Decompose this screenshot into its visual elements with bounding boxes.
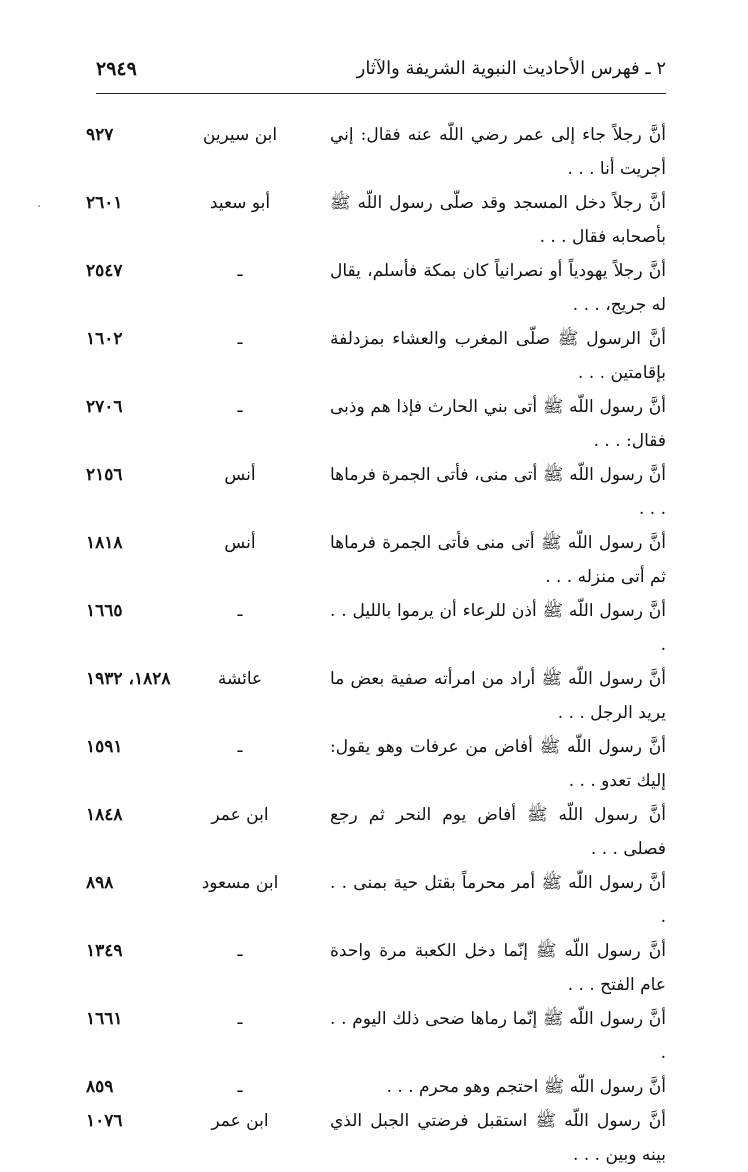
narrator: أنس (224, 465, 256, 485)
hadith-text: أنَّ رسول اللّه ﷺ استقبل فرضتي الجبل الذي بينه وبين . . . (330, 1111, 666, 1165)
narrator: ـ (237, 261, 243, 281)
index-entry (86, 798, 666, 866)
index-entry (86, 1104, 666, 1172)
index-entry (86, 1002, 666, 1070)
hadith-text: أنَّ رسول اللّه ﷺ أذن للرعاء أن يرموا بالليل . . . (330, 601, 666, 655)
hadith-number: ١٣٤٩ (86, 941, 123, 961)
hadith-text: أنَّ رسول اللّه ﷺ أتى بني الحارث فإذا هم وذبى فقال: . . . (330, 397, 666, 451)
narrator: ـ (237, 941, 243, 961)
hadith-text: أنَّ رسول اللّه ﷺ أفاض من عرفات وهو يقول: إليك تعدو . . . (330, 737, 666, 791)
narrator: ابن مسعود (201, 873, 279, 893)
index-entry (86, 186, 666, 254)
index-entry (86, 390, 666, 458)
hadith-number: ٢٦٠١ (86, 193, 123, 213)
scan-speck (38, 205, 40, 207)
index-entry (86, 1070, 666, 1104)
hadith-number: ٨٩٨ (86, 873, 114, 893)
page-number: ٢٩٤٩ (96, 58, 137, 80)
narrator: ـ (237, 1077, 243, 1097)
hadith-number: ١٨٢٨، ١٩٣٢ (86, 669, 171, 689)
hadith-number: ١٦٠٢ (86, 329, 123, 349)
narrator: عائشة (217, 669, 263, 689)
header-rule (96, 93, 666, 94)
hadith-number: ٩٢٧ (86, 125, 114, 145)
hadith-number: ٢٧٠٦ (86, 397, 123, 417)
narrator: أبو سعيد (209, 193, 271, 213)
hadith-text: أنَّ رسول اللّه ﷺ أمر محرماً بقتل حية بمنى . . . (330, 873, 666, 927)
narrator: ابن سيرين (202, 125, 278, 145)
hadith-text: أنَّ رسول اللّه ﷺ أفاض يوم النحر ثم رجع فصلى . . . (330, 805, 666, 859)
index-entry (86, 254, 666, 322)
hadith-text: أنَّ رسول اللّه ﷺ إنّما رماها ضحى ذلك اليوم . . . (330, 1009, 666, 1063)
index-entry (86, 322, 666, 390)
hadith-number: ٨٥٩ (86, 1077, 114, 1097)
hadith-text: أنَّ رجلاً يهودياً أو نصرانياً كان بمكة فأسلم، يقال له جريج، . . . (330, 261, 666, 315)
index-entries (86, 118, 666, 1172)
running-title: ٢ ـ فهرس الأحاديث النبوية الشريفة والآثار (356, 58, 666, 79)
hadith-number: ١٨١٨ (86, 533, 123, 553)
hadith-text: أنَّ رجلاً دخل المسجد وقد صلّى رسول اللّه ﷺ بأصحابه فقال . . . (330, 193, 666, 247)
narrator: ـ (237, 737, 243, 757)
index-entry (86, 934, 666, 1002)
narrator: أنس (224, 533, 256, 553)
narrator: ـ (237, 397, 243, 417)
hadith-text: أنَّ رسول اللّه ﷺ احتجم وهو محرم . . . (386, 1077, 666, 1097)
hadith-text: أنَّ رجلاً جاء إلى عمر رضي اللّه عنه فقال: إني أجريت أنا . . . (330, 125, 666, 179)
hadith-number: ١٦٦١ (86, 1009, 123, 1029)
index-entry (86, 594, 666, 662)
hadith-number: ٢١٥٦ (86, 465, 123, 485)
index-entry (86, 662, 666, 730)
index-entry (86, 118, 666, 186)
hadith-number: ١٠٧٦ (86, 1111, 123, 1131)
narrator: ـ (237, 1009, 243, 1029)
index-entry (86, 458, 666, 526)
hadith-text: أنَّ رسول اللّه ﷺ أتى منى فأتى الجمرة فرماها ثم أتى منزله . . . (330, 533, 666, 587)
hadith-number: ٢٥٤٧ (86, 261, 123, 281)
hadith-text: أنَّ رسول اللّه ﷺ إنّما دخل الكعبة مرة واحدة عام الفتح . . . (330, 941, 666, 995)
narrator: ـ (237, 601, 243, 621)
hadith-text: أنَّ رسول اللّه ﷺ أراد من امرأته صفية بعض ما يريد الرجل . . . (330, 669, 666, 723)
hadith-number: ١٥٩١ (86, 737, 123, 757)
narrator: ابن عمر (211, 805, 269, 825)
narrator: ـ (237, 329, 243, 349)
hadith-number: ١٦٦٥ (86, 601, 123, 621)
hadith-text: أنَّ رسول اللّه ﷺ أتى منى، فأتى الجمرة فرماها . . . (330, 465, 666, 519)
page-header (96, 52, 666, 86)
index-entry (86, 730, 666, 798)
hadith-number: ١٨٤٨ (86, 805, 123, 825)
index-entry (86, 526, 666, 594)
narrator: ابن عمر (211, 1111, 269, 1131)
hadith-text: أنَّ الرسول ﷺ صلّى المغرب والعشاء بمزدلفة بإقامتين . . . (330, 329, 666, 383)
index-entry (86, 866, 666, 934)
